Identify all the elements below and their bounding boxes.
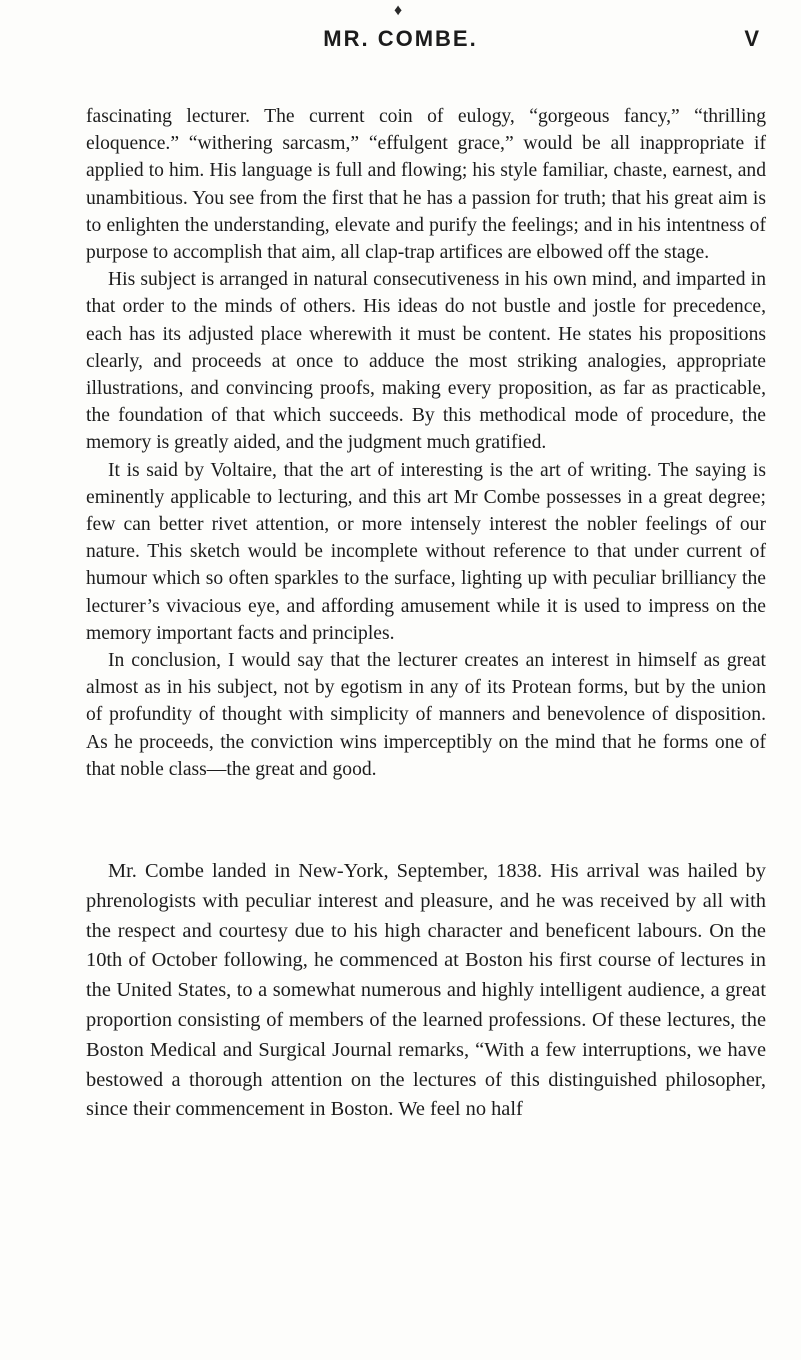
diamond-ornament-icon: ♦ [394, 2, 403, 19]
paragraph-4: In conclusion, I would say that the lecturer creates an interest in himself as great almost as in his subject, not by egotism in any of its Protean forms, but by the union of profundity of thought with simplicity of manners and benevolence of disposition. As he proceeds, the conviction wins imperceptibly on the mind that he forms one of that noble class—the great and good. [86, 650, 766, 780]
paragraph-2: His subject is arranged in natural consecutiveness in his own mind, and imparted in that order to the minds of others. His ideas do not bustle and jostle for precedence, each has its adjusted place wherewith it must be content. He states his propositions clearly, and proceeds at once to adduce the most striking analogies, appropriate illustrations, and convincing proofs, making every proposition, as far as practicable, the foundation of that which succeeds. By this methodical mode of procedure, the memory is greatly aided, and the judgment much gratified. [86, 269, 766, 454]
body-text-lower [86, 857, 766, 1125]
running-title: MR. COMBE. [323, 26, 478, 51]
paragraph-3: It is said by Voltaire, that the art of interesting is the art of writing. The saying is eminently applicable to lecturing, and this art Mr Combe possesses in a great degree; few can better rivet attention, or more intensely interest the nobler feelings of our nature. This sketch would be incomplete without reference to that under current of humour which so often sparkles to the surface, lighting up with peculiar brilliancy the lecturer’s vivacious eye, and affording amusement while it is used to impress on the memory important facts and principles. [86, 459, 766, 644]
body-text-upper [86, 103, 766, 783]
paragraph-1: fascinating lecturer. The current coin of eulogy, “gorgeous fancy,” “thrilling eloquence.” “withering sarcasm,” “effulgent grace,” would be all inappropriate if applied to him. His language is full and flowing; his style familiar, chaste, earnest, and unambitious. You see from the first that he has a passion for truth; that his great aim is to enlighten the understanding, elevate and purify the feelings; and in his intentness of purpose to accomplish that aim, all clap-trap artifices are elbowed off the stage. [86, 106, 766, 264]
page-number: V [744, 26, 759, 51]
paragraph-5: Mr. Combe landed in New-York, September, 1838. His arrival was hailed by phrenologists with peculiar interest and pleasure, and he was received by all with the respect and courtesy due to his high character and beneficent labours. On the 10th of October following, he commenced at Boston his first course of lectures in the United States, to a somewhat numerous and highly intelligent audience, a great proportion consisting of members of the learned professions. Of these lectures, the Boston Medical and Surgical Journal remarks, “With a few interruptions, we have bestowed a thorough attention on the lectures of this distinguished philosopher, since their commencement in Boston. We feel no half [86, 860, 766, 1121]
